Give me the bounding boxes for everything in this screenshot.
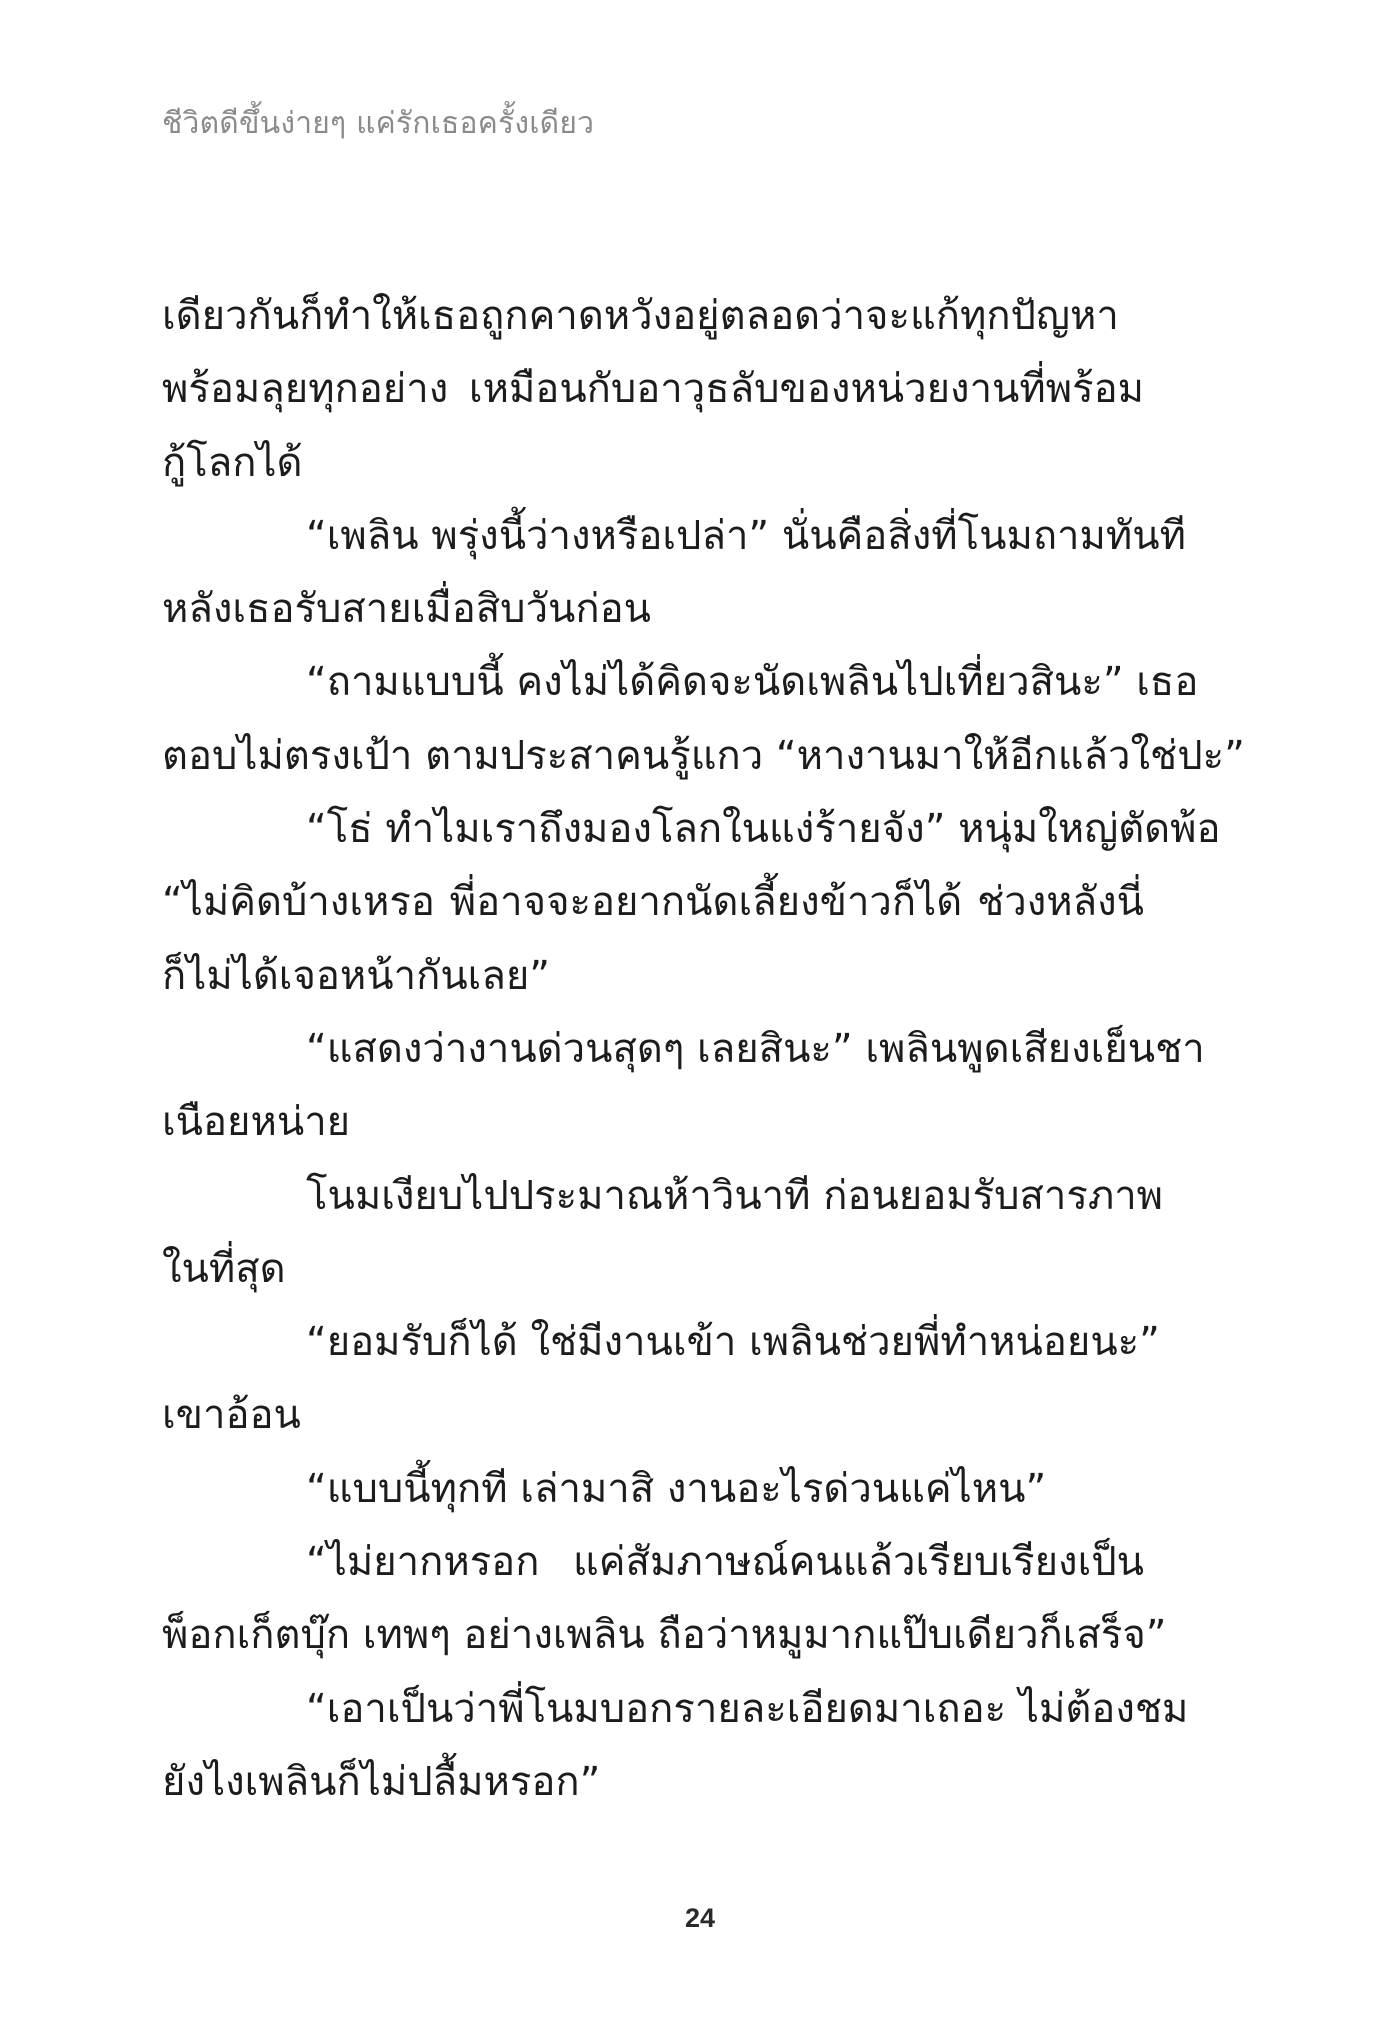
text-line: เนือยหน่าย: [162, 1099, 351, 1146]
text-line: “ไม่ยากหรอก แค่สัมภาษณ์คนแล้วเรียบเรียงเป็น: [306, 1539, 1144, 1586]
text-line: โนมเงียบไปประมาณห้าวินาที ก่อนยอมรับสารภาพ: [306, 1172, 1164, 1219]
text-line: “เพลิน พรุ่งนี้ว่างหรือเปล่า” นั่นคือสิ่งที่โนมถามทันที: [306, 512, 1186, 559]
text-line: “เอาเป็นว่าพี่โนมบอกรายละเอียดมาเถอะ ไม่ต้องชม: [306, 1685, 1189, 1732]
running-header-title: ชีวิตดีขึ้นง่ายๆ แค่รักเธอครั้งเดียว: [162, 106, 595, 141]
text-line: “ไม่คิดบ้างเหรอ พี่อาจจะอยากนัดเลี้ยงข้าวก็ได้ ช่วงหลังนี่: [162, 879, 1144, 926]
text-line: “แบบนี้ทุกที เล่ามาสิ งานอะไรด่วนแค่ไหน”: [306, 1465, 1047, 1512]
text-line: พ็อกเก็ตบุ๊ก เทพๆ อย่างเพลิน ถือว่าหมูมากแป๊บเดียวก็เสร็จ”: [162, 1612, 1167, 1659]
text-line: พร้อมลุยทุกอย่าง เหมือนกับอาวุธลับของหน่วยงานที่พร้อม: [162, 366, 1144, 413]
text-line: ยังไงเพลินก็ไม่ปลื้มหรอก”: [162, 1758, 601, 1805]
text-line: กู้โลกได้: [162, 439, 303, 486]
text-line: เดียวกันก็ทำให้เธอถูกคาดหวังอยู่ตลอดว่าจะแก้ทุกปัญหา: [162, 293, 1119, 339]
text-line: “แสดงว่างานด่วนสุดๆ เลยสินะ” เพลินพูดเสียงเย็นชา: [306, 1025, 1205, 1072]
text-line: “ยอมรับก็ได้ ใช่มีงานเข้า เพลินช่วยพี่ทำหน่อยนะ”: [306, 1319, 1160, 1366]
text-line: “โธ่ ทำไมเราถึงมองโลกในแง่ร้ายจัง” หนุ่มใหญ่ตัดพ้อ: [306, 806, 1221, 853]
text-line: ในที่สุด: [162, 1245, 286, 1292]
text-line: หลังเธอรับสายเมื่อสิบวันก่อน: [162, 586, 651, 633]
page-number: 24: [684, 1903, 716, 1933]
body-text: [162, 280, 1245, 1819]
text-line: เขาอ้อน: [162, 1392, 301, 1439]
text-line: “ถามแบบนี้ คงไม่ได้คิดจะนัดเพลินไปเที่ยวสินะ” เธอ: [306, 659, 1199, 706]
text-line: ตอบไม่ตรงเป้า ตามประสาคนรู้แกว “หางานมาให้อีกแล้วใช่ปะ”: [162, 732, 1245, 779]
text-line: ก็ไม่ได้เจอหน้ากันเลย”: [162, 952, 551, 999]
